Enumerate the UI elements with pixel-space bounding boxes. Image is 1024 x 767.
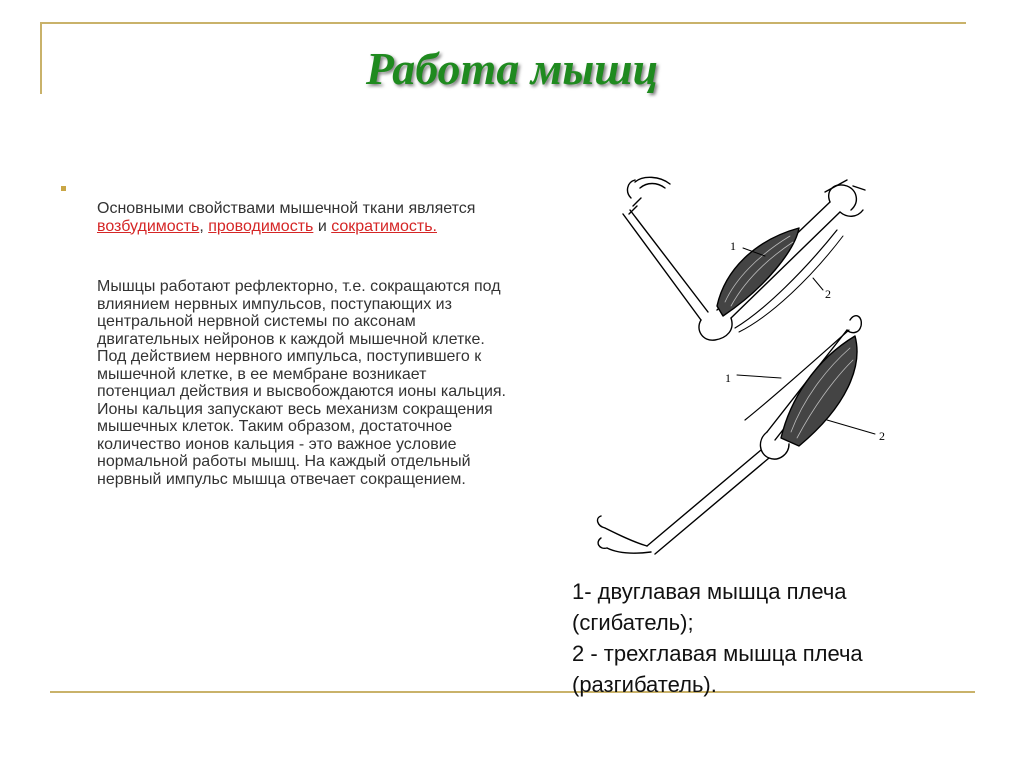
figure-label-bottom-1: 1 xyxy=(725,371,731,385)
intro-paragraph xyxy=(97,200,507,235)
term-contractility[interactable]: сократимость. xyxy=(331,217,437,235)
body-paragraph: Мышцы работают рефлекторно, т.е. сокращаются под влиянием нервных импульсов, поступающих из центральной нервной системы по аксонам двигательных нейронов к каждой мышечной клетке. Под действием нервного импульса, поступившего к мышечной клетке, в ее мембране возникает потенциал действия и высвобождаются ионы кальция. Ионы кальция запускают весь механизм сокращения мышечных клеток. Таким образом, достаточное количество ионов кальция - это важное условие нормальной работы мышц. На каждый отдельный нервный импульс мышца отвечает сокращением. xyxy=(97,278,506,488)
term-conductivity[interactable]: проводимость xyxy=(208,217,314,235)
caption-line-3: 2 - трехглавая мышца плеча xyxy=(572,641,863,666)
figure-label-top-2: 2 xyxy=(825,287,831,301)
bullet-marker xyxy=(61,186,66,191)
figure-caption xyxy=(572,576,992,700)
term-excitability[interactable]: возбудимость xyxy=(97,217,200,235)
arm-muscles-illustration xyxy=(585,170,885,570)
flexed-arm-drawing xyxy=(623,177,865,340)
caption-line-2: (сгибатель); xyxy=(572,610,694,635)
figure-label-bottom-2: 2 xyxy=(879,429,885,443)
caption-line-1: 1- двуглавая мышца плеча xyxy=(572,579,847,604)
intro-separator-1: , xyxy=(199,217,209,235)
figure-label-top-1: 1 xyxy=(730,239,736,253)
slide-title: Работа мышц xyxy=(365,43,659,94)
extended-arm-drawing xyxy=(598,316,875,554)
intro-text: Основными свойствами мышечной ткани является xyxy=(97,200,476,217)
frame-top-line xyxy=(40,22,966,24)
caption-line-4: (разгибатель). xyxy=(572,672,717,697)
intro-separator-2: и xyxy=(313,217,332,235)
